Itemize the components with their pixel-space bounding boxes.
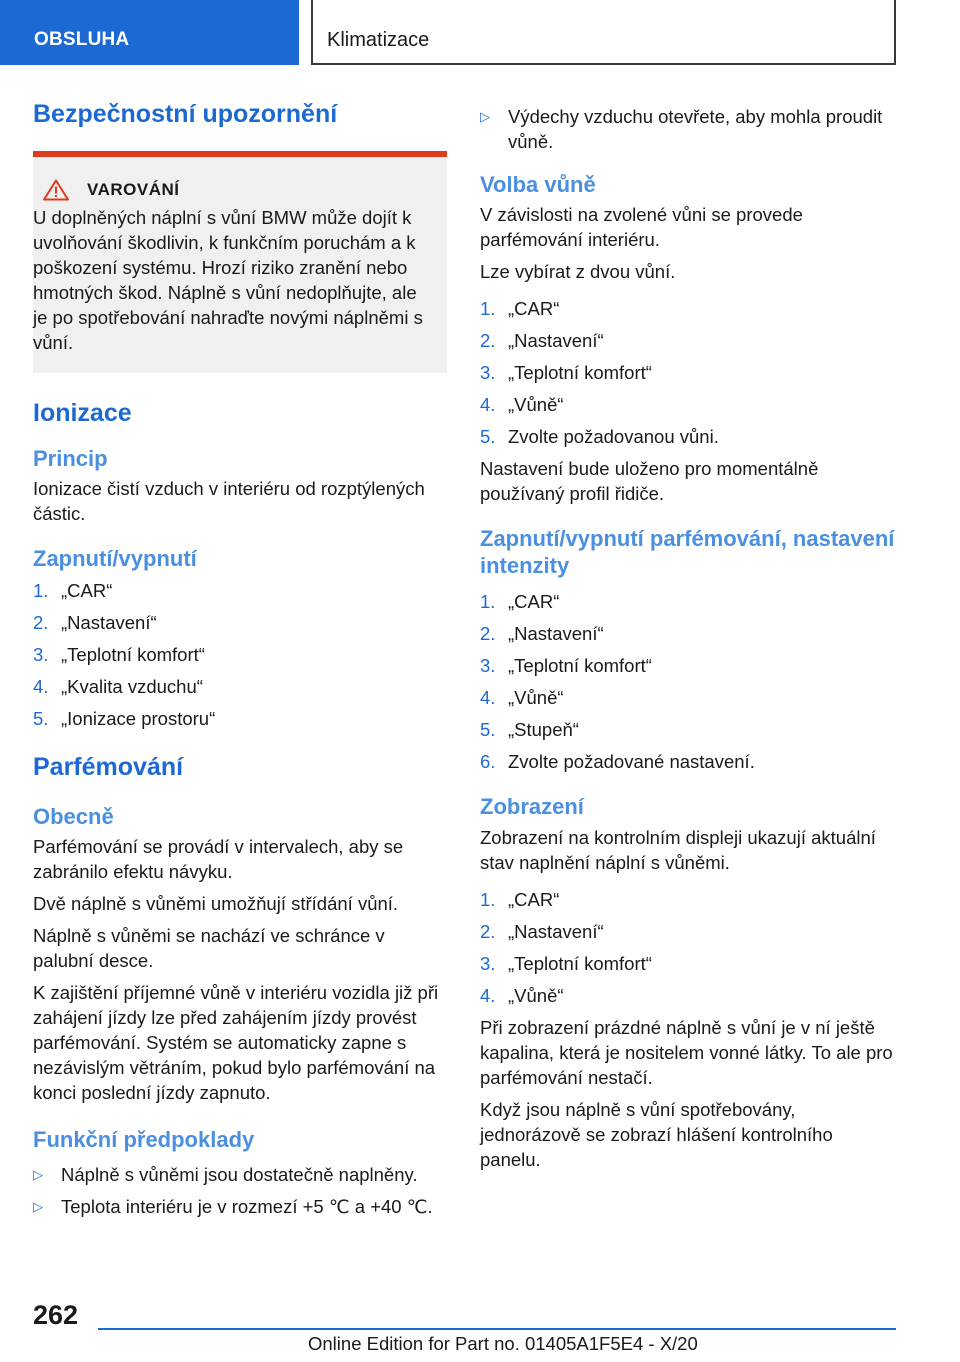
list-item: 6. Zvolte požadované nastavení. bbox=[480, 751, 755, 773]
list-item: 4. „Vůně“ bbox=[480, 394, 564, 416]
bullet-triangle-icon: ▷ bbox=[33, 1198, 43, 1214]
list-item: 4. „Vůně“ bbox=[480, 984, 564, 1006]
onoff-steps bbox=[33, 578, 447, 731]
list-item: 1. „CAR“ bbox=[480, 298, 560, 320]
edition-text: Online Edition for Part no. 01405A1F5E4 - X/20 bbox=[308, 1333, 698, 1354]
right-column bbox=[480, 104, 896, 1172]
obecne-text-2: Dvě náplně s vůněmi umožňují střídání vůní. bbox=[33, 893, 399, 915]
list-item: 2. „Nastavení“ bbox=[480, 623, 604, 645]
predpoklady-list bbox=[33, 1162, 447, 1219]
list-item: 3. „Teplotní komfort“ bbox=[33, 644, 205, 666]
zobrazeni-text-1: Zobrazení na kontrolním displeji ukazují aktuální stav naplnění náplní s vůněmi. bbox=[480, 826, 876, 873]
chapter-label: Klimatizace bbox=[327, 29, 430, 51]
list-item: 2. „Nastavení“ bbox=[33, 612, 157, 634]
intenzita-heading: Zapnutí/vypnutí parfémování, nastavení intenzity bbox=[480, 526, 895, 578]
list-item: 2. „Nastavení“ bbox=[480, 920, 604, 942]
bullet-triangle-icon: ▷ bbox=[33, 1166, 43, 1182]
list-item: 3. „Teplotní komfort“ bbox=[480, 362, 652, 384]
obecne-text-4: K zajištění příjemné vůně v interiéru vozidla již při zahájení jízdy lze před zahájením jízdy provést parfémování. Systém se automaticky zapne s nezávislým větráním, pokud bylo parfémování na konci poslední jízdy zapnuto. bbox=[33, 982, 439, 1104]
list-item: ▷ Teplota interiéru je v rozmezí +5 ℃ a +40 ℃. bbox=[33, 1195, 433, 1217]
safety-heading: Bezpečnostní upozornění bbox=[33, 100, 338, 128]
section-label: OBSLUHA bbox=[34, 29, 130, 50]
obecne-text-3: Náplně s vůněmi se nachází ve schránce v palubní desce. bbox=[33, 925, 385, 972]
obecne-text-1: Parfémování se provádí v intervalech, aby se zabránilo efektu návyku. bbox=[33, 836, 404, 883]
princip-heading: Princip bbox=[33, 445, 108, 471]
ionizace-heading: Ionizace bbox=[33, 398, 132, 427]
list-item: 3. „Teplotní komfort“ bbox=[480, 655, 652, 677]
list-item: 4. „Vůně“ bbox=[480, 687, 564, 709]
left-column bbox=[33, 100, 447, 1226]
volba-text-1: V závislosti na zvolené vůni se provede parfémování interiéru. bbox=[480, 204, 803, 251]
page-number: 262 bbox=[33, 1300, 79, 1330]
warning-triangle-icon bbox=[43, 179, 69, 201]
list-item: 5. „Stupeň“ bbox=[480, 719, 579, 741]
section-tab bbox=[0, 0, 299, 65]
warning-text: U doplněných náplní s vůní BMW může dojít k uvolňování škodlivin, k funkčním poruchám a k poškození systému. Hrozí riziko zranění nebo hmotných škod. Náplně s vůní nedoplňujte, ale je po spotřebování nahraďte novými náplněmi s vůní. bbox=[33, 206, 423, 353]
warning-header bbox=[33, 179, 431, 201]
volba-steps bbox=[480, 296, 896, 449]
volba-text-2: Lze vybírat z dvou vůní. bbox=[480, 261, 676, 283]
obecne-heading: Obecně bbox=[33, 804, 114, 830]
predpoklady-heading: Funkční předpoklady bbox=[33, 1127, 255, 1153]
zobrazeni-text-3: Když jsou náplně s vůní spotřebovány, jednorázově se zobrazí hlášení kontrolního panelu. bbox=[480, 1098, 833, 1170]
list-item: 1. „CAR“ bbox=[33, 580, 113, 602]
list-item: 3. „Teplotní komfort“ bbox=[480, 952, 652, 974]
zobrazeni-text-2: Při zobrazení prázdné náplně s vůní je v ní ještě kapalina, která je nositelem vonné látky. To ale pro parfémování nestačí. bbox=[480, 1016, 893, 1088]
top-list bbox=[480, 104, 896, 154]
list-item: 2. „Nastavení“ bbox=[480, 330, 604, 352]
volba-text-3: Nastavení bude uloženo pro momentálně používaný profil řidiče. bbox=[480, 458, 819, 505]
intenzita-steps bbox=[480, 589, 896, 774]
warning-box bbox=[33, 151, 447, 373]
warning-label: VAROVÁNÍ bbox=[87, 179, 180, 199]
list-item: 1. „CAR“ bbox=[480, 888, 560, 910]
list-item: 5. „Ionizace prostoru“ bbox=[33, 708, 216, 730]
list-item: 4. „Kvalita vzduchu“ bbox=[33, 676, 203, 698]
footer-divider bbox=[98, 1328, 896, 1330]
volba-heading: Volba vůně bbox=[480, 172, 596, 197]
onoff-heading: Zapnutí/vypnutí bbox=[33, 545, 197, 571]
list-item: ▷ Výdechy vzduchu otevřete, aby mohla proudit vůně. bbox=[480, 106, 883, 152]
zobrazeni-heading: Zobrazení bbox=[480, 794, 584, 820]
chapter-header bbox=[311, 0, 896, 65]
list-item: 1. „CAR“ bbox=[480, 591, 560, 613]
princip-text: Ionizace čistí vzduch v interiéru od rozptýlených částic. bbox=[33, 477, 425, 524]
bullet-triangle-icon: ▷ bbox=[480, 109, 490, 124]
list-item: ▷ Náplně s vůněmi jsou dostatečně naplněny. bbox=[33, 1163, 418, 1185]
list-item: 5. Zvolte požadovanou vůni. bbox=[480, 426, 719, 448]
parfemovani-heading: Parfémování bbox=[33, 753, 184, 782]
zobrazeni-steps bbox=[480, 887, 896, 1008]
